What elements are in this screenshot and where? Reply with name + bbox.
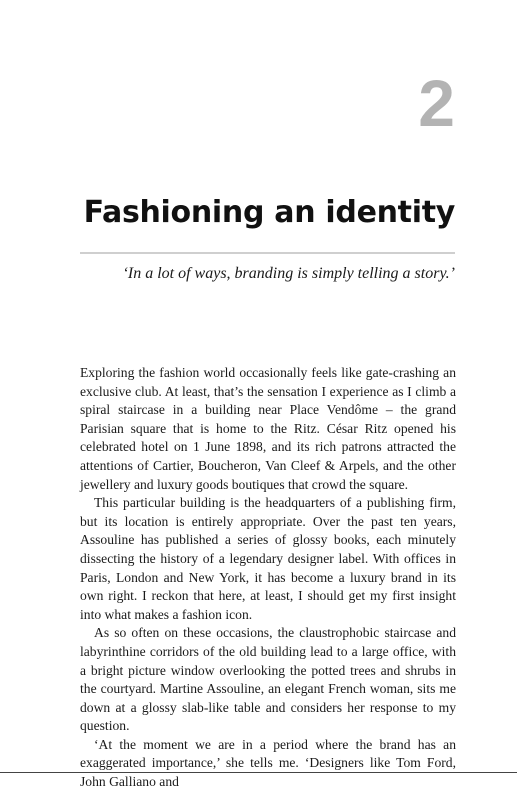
paragraph: As so often on these occasions, the claustrophobic staircase and labyrinthine corridors of the old building lead to a large office, with a bright picture window overlooking the potted trees and shrubs in the courtyard. Martine Assouline, an elegant French woman, sits me down at a glossy slab-like table and considers her response to my question. (80, 625, 456, 734)
paragraph: Exploring the fashion world occasionally feels like gate-crashing an exclusive club. At least, that’s the sensation I experience as I climb a spiral staircase in a building near Place Vendôme – the grand Parisian square that is home to the Ritz. César Ritz opened his celebrated hotel on 1 June 1898, and its rich patrons attracted the attentions of Cartier, Boucheron, Van Cleef & Arpels, and the other jewellery and luxury goods boutiques that crowd the square. (80, 365, 456, 492)
chapter-epigraph: ‘In a lot of ways, branding is simply telling a story.’ (122, 265, 455, 282)
title-divider (80, 252, 455, 254)
page-bottom-rule (0, 772, 517, 773)
paragraph: ‘At the moment we are in a period where the brand has an exaggerated importance,’ she tells me. ‘Designers like Tom Ford, John Galliano and (80, 736, 456, 790)
paragraph: This particular building is the headquarters of a publishing firm, but its location is entirely appropriate. Over the past ten years, Assouline has published a series of glossy books, each minutely dissecting the history of a legendary designer label. With offices in Paris, London and New York, it has become a luxury brand in its own right. I reckon that here, at least, I should get my first insight into what makes a fashion icon. (80, 495, 456, 622)
chapter-number: 2 (418, 66, 455, 140)
chapter-title: Fashioning an identity (83, 195, 455, 230)
body-text (80, 364, 456, 792)
